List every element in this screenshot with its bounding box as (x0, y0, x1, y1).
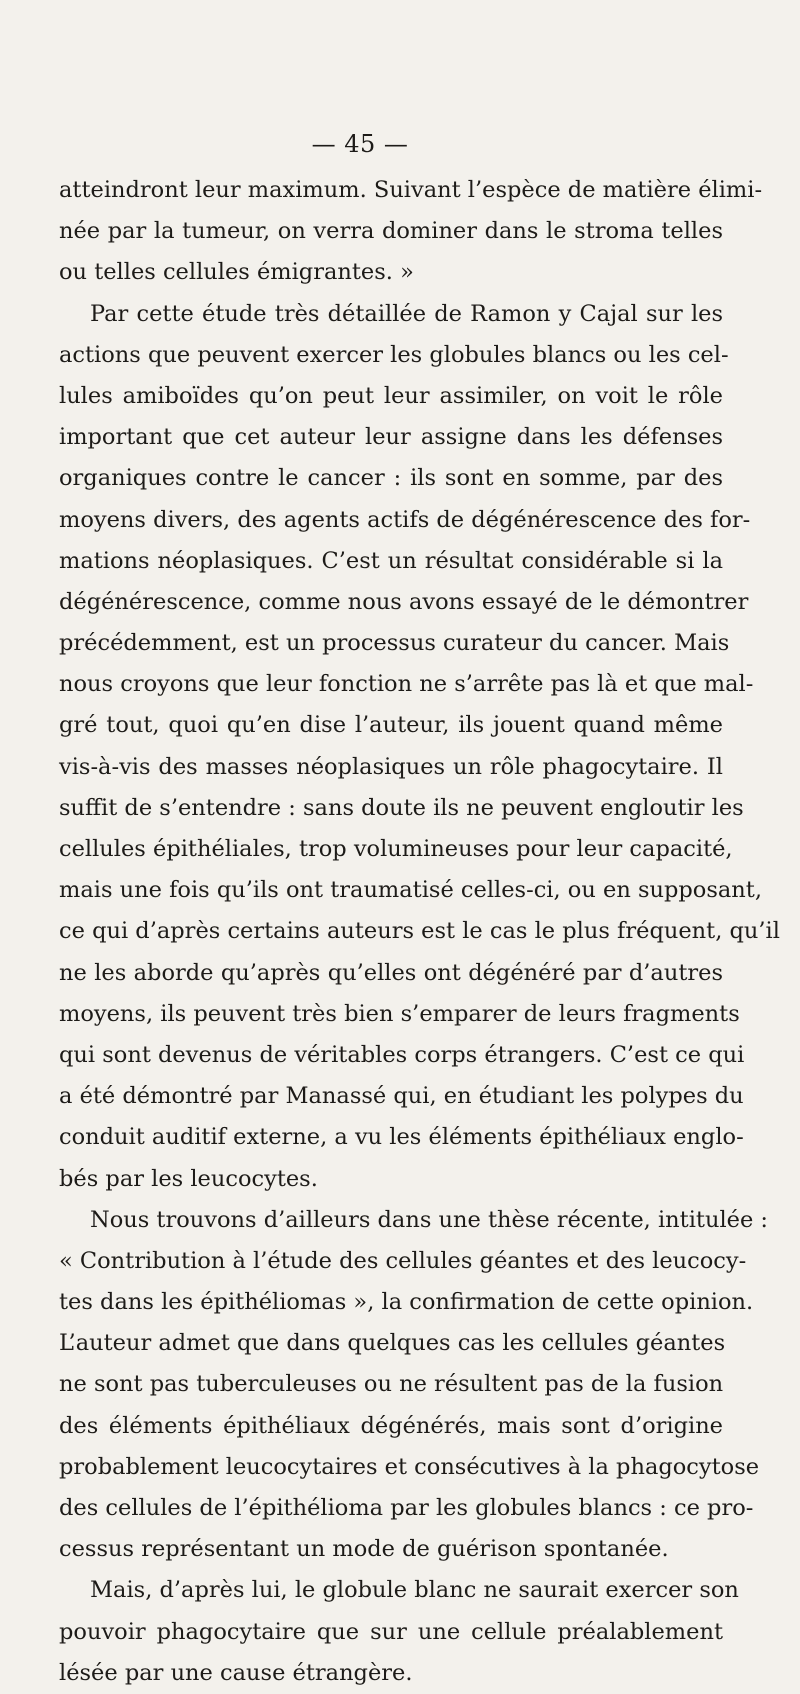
text-line: ne les aborde qu’après qu’elles ont dégénéré par d’autres (59, 959, 723, 986)
page-number: — 45 — (311, 130, 409, 158)
text-line: qui sont devenus de véritables corps étrangers. C’est ce qui (59, 1041, 745, 1068)
text-line: moyens divers, des agents actifs de dégénérescence des for- (59, 506, 751, 533)
text-line: moyens, ils peuvent très bien s’emparer de leurs fragments (59, 1000, 740, 1027)
text-line: mations néoplasiques. C’est un résultat considérable si la (59, 547, 723, 574)
text-line: née par la tumeur, on verra dominer dans le stroma telles (59, 218, 723, 245)
text-line: ne sont pas tuberculeuses ou ne résultent pas de la fusion (59, 1371, 724, 1398)
text-line: vis-à-vis des masses néoplasiques un rôle phagocytaire. Il (59, 753, 723, 780)
text-line: organiques contre le cancer : ils sont en somme, par des (59, 465, 723, 492)
text-line: des éléments épithéliaux dégénérés, mais sont d’origine (59, 1412, 723, 1439)
text-line: lules amiboïdes qu’on peut leur assimiler, on voit le rôle (59, 382, 723, 409)
text-line: lésée par une cause étrangère. (59, 1659, 413, 1686)
text-line: a été démontré par Manassé qui, en étudiant les polypes du (59, 1083, 744, 1110)
text-line: dégénérescence, comme nous avons essayé de le démontrer (59, 588, 749, 615)
text-line: mais une fois qu’ils ont traumatisé celles-ci, ou en supposant, (59, 877, 762, 904)
text-line: des cellules de l’épithélioma par les globules blancs : ce pro- (59, 1495, 754, 1521)
text-line: probablement leucocytaires et consécutives à la phagocytose (59, 1453, 760, 1480)
text-line: précédemment, est un processus curateur du cancer. Mais (59, 630, 730, 657)
text-line: tes dans les épithéliomas », la confirmation de cette opinion. (59, 1289, 754, 1316)
text-line: important que cet auteur leur assigne dans les défenses (59, 424, 723, 451)
text-line: suffit de s’entendre : sans doute ils ne peuvent engloutir les (59, 794, 744, 821)
text-line: ce qui d’après certains auteurs est le cas le plus fréquent, qu’il (59, 918, 780, 945)
text-line: bés par les leucocytes. (59, 1165, 318, 1192)
text-line: atteindront leur maximum. Suivant l’espèce de matière élimi- (59, 177, 763, 203)
text-line: cellules épithéliales, trop volumineuses pour leur capacité, (59, 836, 733, 862)
text-line: Mais, d’après lui, le globule blanc ne saurait exercer son (90, 1577, 739, 1604)
text-line: actions que peuvent exercer les globules blancs ou les cel- (59, 341, 729, 368)
text-line: conduit auditif externe, a vu les éléments épithéliaux englo- (59, 1124, 744, 1151)
text-line: L’auteur admet que dans quelques cas les cellules géantes (59, 1330, 726, 1357)
text-line: Nous trouvons d’ailleurs dans une thèse récente, intitulée : (90, 1206, 768, 1233)
text-line: pouvoir phagocytaire que sur une cellule préalablement (59, 1618, 723, 1645)
text-line: « Contribution à l’étude des cellules géantes et des leucocy- (59, 1247, 747, 1274)
text-line: ou telles cellules émigrantes. » (59, 259, 414, 286)
body-text (59, 170, 780, 1694)
text-line: gré tout, quoi qu’en dise l’auteur, ils jouent quand même (59, 712, 723, 739)
text-line: nous croyons que leur fonction ne s’arrête pas là et que mal- (59, 671, 754, 698)
text-line: Par cette étude très détaillée de Ramon y Cajal sur les (90, 300, 723, 327)
text-line: cessus représentant un mode de guérison spontanée. (59, 1536, 669, 1563)
